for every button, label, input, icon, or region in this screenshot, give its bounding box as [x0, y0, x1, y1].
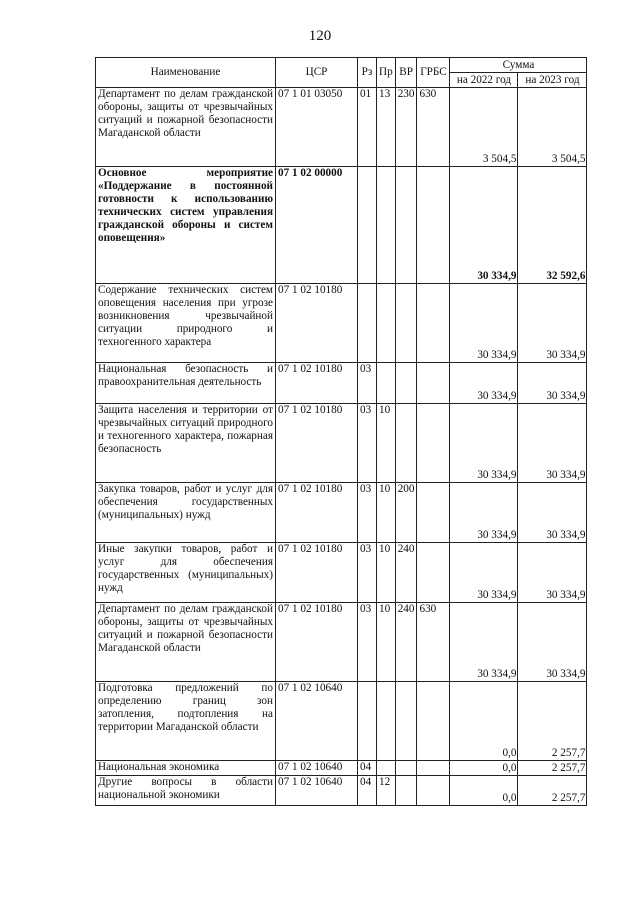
- row-pr: [377, 682, 396, 761]
- table-row: [96, 682, 587, 761]
- row-csr: 07 1 02 10640: [276, 761, 358, 776]
- row-grbs: [417, 404, 450, 483]
- row-pr: 10: [377, 543, 396, 603]
- row-sum-2023: 32 592,6: [518, 167, 587, 284]
- row-pr: [377, 363, 396, 404]
- row-vr: [395, 404, 417, 483]
- row-csr: 07 1 02 10640: [276, 682, 358, 761]
- table-row: [96, 761, 587, 776]
- row-sum-2023: 30 334,9: [518, 363, 587, 404]
- row-grbs: [417, 167, 450, 284]
- row-rz: 03: [358, 363, 377, 404]
- row-sum-2023: 30 334,9: [518, 543, 587, 603]
- row-name: Иные закупки товаров, работ и услуг для обеспечения государственных (муниципальных) нужд: [96, 543, 276, 603]
- header-year-2023: на 2023 год: [518, 73, 587, 88]
- row-csr: 07 1 02 10180: [276, 483, 358, 543]
- row-sum-2022: 3 504,5: [450, 88, 518, 167]
- row-grbs: [417, 363, 450, 404]
- row-csr: 07 1 02 10180: [276, 543, 358, 603]
- row-sum-2023: 30 334,9: [518, 603, 587, 682]
- table-row: [96, 776, 587, 806]
- row-csr: 07 1 02 10180: [276, 603, 358, 682]
- table-row: [96, 284, 587, 363]
- row-pr: [377, 167, 396, 284]
- row-pr: [377, 761, 396, 776]
- row-name: Подготовка предложений по определению границ зон затопления, подтопления на территории Магаданской области: [96, 682, 276, 761]
- row-pr: 10: [377, 603, 396, 682]
- row-csr: 07 1 02 10640: [276, 776, 358, 806]
- row-pr: 10: [377, 483, 396, 543]
- row-sum-2022: 0,0: [450, 682, 518, 761]
- row-grbs: 630: [417, 88, 450, 167]
- row-name: Защита населения и территории от чрезвычайных ситуаций природного и техногенного характера, пожарная безопасность: [96, 404, 276, 483]
- header-name: Наименование: [96, 58, 276, 88]
- row-rz: [358, 682, 377, 761]
- row-sum-2023: 30 334,9: [518, 284, 587, 363]
- row-rz: 04: [358, 761, 377, 776]
- row-vr: 240: [395, 543, 417, 603]
- row-csr: 07 1 02 00000: [276, 167, 358, 284]
- row-sum-2022: 30 334,9: [450, 603, 518, 682]
- header-csr: ЦСР: [276, 58, 358, 88]
- table-row: [96, 404, 587, 483]
- table-row: [96, 543, 587, 603]
- row-grbs: 630: [417, 603, 450, 682]
- row-rz: 04: [358, 776, 377, 806]
- row-rz: 01: [358, 88, 377, 167]
- budget-table: [95, 57, 587, 806]
- row-grbs: [417, 284, 450, 363]
- row-vr: [395, 776, 417, 806]
- row-pr: 10: [377, 404, 396, 483]
- row-name: Закупка товаров, работ и услуг для обеспечения государственных (муниципальных) нужд: [96, 483, 276, 543]
- row-csr: 07 1 01 03050: [276, 88, 358, 167]
- row-rz: 03: [358, 404, 377, 483]
- header-vr: ВР: [395, 58, 417, 88]
- row-grbs: [417, 682, 450, 761]
- row-sum-2022: 30 334,9: [450, 483, 518, 543]
- row-sum-2022: 0,0: [450, 776, 518, 806]
- table-row: [96, 603, 587, 682]
- row-sum-2023: 2 257,7: [518, 776, 587, 806]
- row-vr: [395, 284, 417, 363]
- row-grbs: [417, 483, 450, 543]
- header-rz: Рз: [358, 58, 377, 88]
- row-pr: 13: [377, 88, 396, 167]
- table-body: [96, 88, 587, 806]
- row-vr: 200: [395, 483, 417, 543]
- row-vr: [395, 761, 417, 776]
- header-year-2022: на 2022 год: [450, 73, 518, 88]
- row-sum-2022: 30 334,9: [450, 167, 518, 284]
- row-rz: [358, 167, 377, 284]
- row-vr: [395, 682, 417, 761]
- row-name: Национальная безопасность и правоохранительная деятельность: [96, 363, 276, 404]
- row-sum-2023: 2 257,7: [518, 761, 587, 776]
- row-vr: [395, 363, 417, 404]
- row-sum-2022: 0,0: [450, 761, 518, 776]
- row-vr: 240: [395, 603, 417, 682]
- row-vr: 230: [395, 88, 417, 167]
- row-csr: 07 1 02 10180: [276, 363, 358, 404]
- table-header: [96, 58, 587, 88]
- row-sum-2022: 30 334,9: [450, 363, 518, 404]
- table-row: [96, 363, 587, 404]
- row-sum-2023: 3 504,5: [518, 88, 587, 167]
- row-name: Основное мероприятие «Поддержание в постоянной готовности к использованию технических систем управления гражданской обороны и систем оповещения»: [96, 167, 276, 284]
- row-pr: 12: [377, 776, 396, 806]
- row-name: Департамент по делам гражданской обороны, защиты от чрезвычайных ситуаций и пожарной безопасности Магаданской области: [96, 603, 276, 682]
- row-rz: [358, 284, 377, 363]
- table-row: [96, 88, 587, 167]
- row-vr: [395, 167, 417, 284]
- row-name: Другие вопросы в области национальной экономики: [96, 776, 276, 806]
- row-sum-2023: 30 334,9: [518, 404, 587, 483]
- row-sum-2022: 30 334,9: [450, 284, 518, 363]
- row-csr: 07 1 02 10180: [276, 284, 358, 363]
- row-grbs: [417, 543, 450, 603]
- page-number: 120: [308, 28, 332, 44]
- row-csr: 07 1 02 10180: [276, 404, 358, 483]
- header-grbs: ГРБС: [417, 58, 450, 88]
- row-grbs: [417, 776, 450, 806]
- row-name: Департамент по делам гражданской обороны, защиты от чрезвычайных ситуаций и пожарной безопасности Магаданской области: [96, 88, 276, 167]
- row-rz: 03: [358, 543, 377, 603]
- header-sum: Сумма: [450, 58, 587, 73]
- header-pr: Пр: [377, 58, 396, 88]
- row-name: Национальная экономика: [96, 761, 276, 776]
- row-sum-2023: 2 257,7: [518, 682, 587, 761]
- row-sum-2023: 30 334,9: [518, 483, 587, 543]
- row-pr: [377, 284, 396, 363]
- row-rz: 03: [358, 603, 377, 682]
- row-sum-2022: 30 334,9: [450, 404, 518, 483]
- table-row: [96, 167, 587, 284]
- row-sum-2022: 30 334,9: [450, 543, 518, 603]
- row-name: Содержание технических систем оповещения населения при угрозе возникновения чрезвычайной ситуации природного и техногенного характера: [96, 284, 276, 363]
- row-rz: 03: [358, 483, 377, 543]
- row-grbs: [417, 761, 450, 776]
- table-row: [96, 483, 587, 543]
